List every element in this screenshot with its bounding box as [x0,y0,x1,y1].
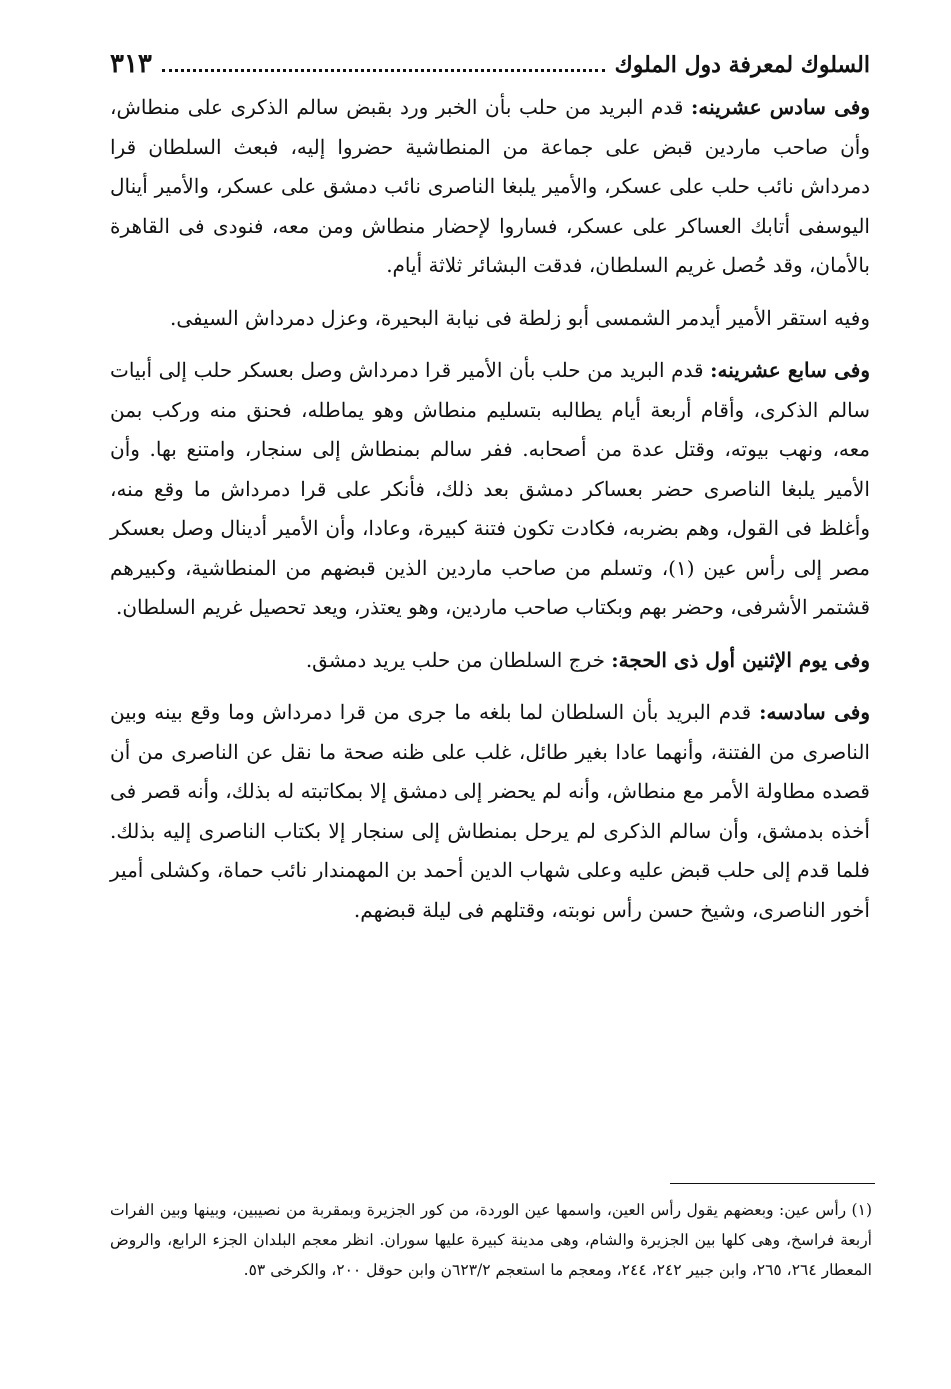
running-title: السلوك لمعرفة دول الملوك [614,52,870,78]
paragraph-1-text: قدم البريد من حلب بأن الخبر ورد بقبض سالم الذكرى على منطاش، وأن صاحب ماردين قبض على جماعة من المنطاشية حضروا إليه، فبعث السلطان قرا دمرداش نائب حلب على عسكر، والأمير يلبغا الناصرى نائب دمشق على عسكر، والأمير أينال اليوسفى أتابك العساكر على عسكر، فساروا لإحضار منطاش ومن معه، فنودى فى القاهرة بالأمان، وقد حُصل غريم السلطان، فدقت البشائر ثلاثة أيام. [110,95,871,277]
paragraph-3-text: قدم البريد من حلب بأن الأمير قرا دمرداش وصل بعسكر حلب إلى أبيات سالم الذكرى، وأقام أربعة أيام يطالبه بتسليم منطاش وهو يماطله، فحنق منه وركب بمن معه، ونهب بيوته، وقتل عدة من أصحابه. ففر سالم بمنطاش إلى سنجار، وامتنع بها. وأن الأمير يلبغا الناصرى حضر بعساكر دمشق بعد ذلك، فأنكر على قرا دمرداش ما وقع منه، وأغلظ فى القول، وهم بضربه، فكادت تكون فتنة كبيرة، وعادا، وأن الأمير أدينال وصل بعسكر مصر إلى رأس عين (١)، وتسلم من صاحب ماردين الذين قبضهم من المنطاشية، وكبيرهم قشتمر الأشرفى، وحضر بهم وبكتاب صاحب ماردين، وهو يعتذر، ويعد تحصيل غريم السلطان. [110,358,871,619]
running-header [110,40,870,88]
paragraph-5-text: قدم البريد بأن السلطان لما بلغه ما جرى من قرا دمرداش وما وقع بينه وبين الناصرى من الفتنة، وأنهما عادا بغير طائل، غلب على ظنه صحة ما نقل عن الناصرى من أن قصده مطاولة الأمر مع منطاش، وأنه لم يحضر إلى دمشق إلا بمكاتبته له بذلك، وأنه قصر فى أخذه بدمشق، وأن سالم الذكرى لم يرحل بمنطاش إلى سنجار إلا بكتاب الناصرى إليه بذلك. فلما قدم إلى حلب قبض عليه وعلى شهاب الدين أحمد بن المهمندار نائب حماة، وكشلى أمير أخور الناصرى، وشيخ حسن رأس نوبته، وقتلهم فى ليلة قبضهم. [110,700,870,922]
paragraph-2-text: وفيه استقر الأمير أيدمر الشمسى أبو زلطة فى نيابة البحيرة، وعزل دمرداش السيفى. [170,305,870,330]
paragraph-4 [110,641,870,681]
paragraph-2 [110,299,870,339]
footnote: (١) رأس عين: وبعضهم يقول رأس العين، واسمها عين الوردة، من كور الجزيرة وبمقربة من نصيبين، وبينها وبين الفرات أربعة فراسخ، وهى كلها بين الجزيرة والشام، وهى مدينة كبيرة عليها سوران. انظر معجم البلدان الجزء الرابع، والروض المعطار ٢٦٤، ٢٦٥، وابن جبير ٢٤٢، ٢٤٤، ومعجم ما استعجم ٦٢٣/٢ن وابن حوقل ٢٠٠، والكرخى ٥٣. [110,1201,872,1279]
paragraph-1-lead: وفى سادس عشرينه: [691,95,870,119]
header-leader-dots [162,69,605,72]
paragraph-3-lead: وفى سابع عشرينه: [710,358,870,382]
page-body [110,40,870,930]
page-number: ٣١٣ [110,49,152,79]
paragraph-5 [110,693,870,930]
paragraph-5-lead: وفى سادسه: [759,700,870,724]
paragraph-4-lead: وفى يوم الإثنين أول ذى الحجة: [611,647,870,672]
footnote-separator [670,1183,875,1184]
paragraph-3 [110,351,870,628]
paragraph-1 [110,88,870,286]
paragraph-4-text: خرج السلطان من حلب يريد دمشق. [305,647,612,672]
